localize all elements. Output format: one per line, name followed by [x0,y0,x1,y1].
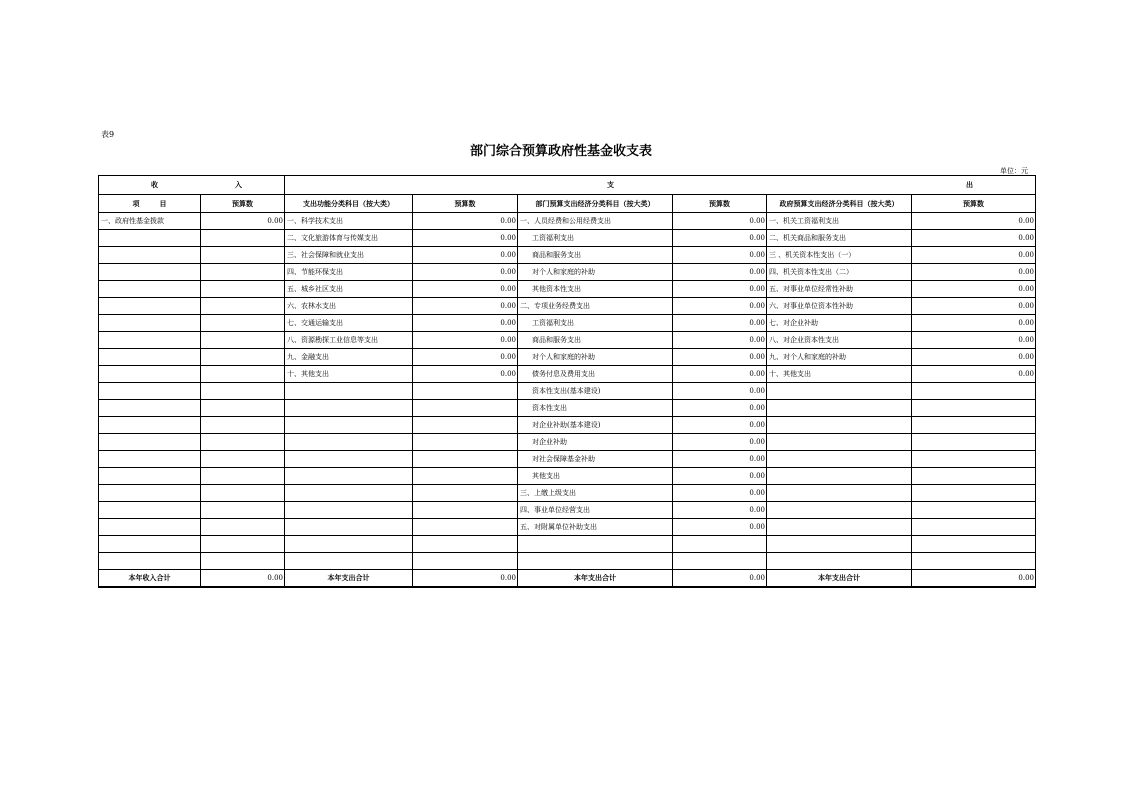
gov-value-cell [912,553,1036,570]
income-item-cell [99,468,201,485]
gov-value-cell: 0.00 [912,366,1036,383]
gov-econ-cell [767,553,912,570]
func-value-cell: 0.00 [413,213,518,230]
income-value-cell [201,451,285,468]
table-row [99,502,1036,519]
gov-value-cell: 0.00 [912,332,1036,349]
income-item-cell [99,383,201,400]
table-row [99,468,1036,485]
dept-value-cell [673,536,767,553]
col-header-func-budget: 预算数 [413,195,518,213]
page-title: 部门综合预算政府性基金收支表 [469,144,652,159]
func-class-cell: 四、节能环保支出 [285,264,413,281]
dept-econ-cell: 其他支出 [518,468,673,485]
gov-econ-cell: 八、对企业资本性支出 [767,332,912,349]
func-class-cell: 一、科学技术支出 [285,213,413,230]
expense-section-header: 支 出 [285,176,1036,195]
income-value-cell [201,519,285,536]
income-item-cell [99,332,201,349]
income-value-cell [201,485,285,502]
dept-econ-cell [518,536,673,553]
gov-econ-cell: 二、机关商品和服务支出 [767,230,912,247]
col-header-dept-econ: 部门预算支出经济分类科目（按大类） [518,195,673,213]
table-row [99,519,1036,536]
income-value-cell [201,332,285,349]
func-class-cell [285,485,413,502]
dept-value-cell: 0.00 [673,298,767,315]
gov-value-cell [912,451,1036,468]
gov-total-value: 0.00 [912,570,1036,587]
dept-econ-cell: 资本性支出 [518,400,673,417]
dept-econ-cell: 商品和服务支出 [518,332,673,349]
col-header-gov-econ: 政府预算支出经济分类科目（按大类） [767,195,912,213]
income-total-label: 本年收入合计 [99,570,201,587]
col-header-income-budget: 预算数 [201,195,285,213]
income-value-cell [201,281,285,298]
func-total-value: 0.00 [413,570,518,587]
income-item-cell [99,519,201,536]
func-value-cell [413,451,518,468]
gov-econ-cell [767,502,912,519]
income-item-cell [99,281,201,298]
income-item-cell [99,349,201,366]
gov-value-cell: 0.00 [912,349,1036,366]
func-value-cell: 0.00 [413,247,518,264]
income-value-cell [201,315,285,332]
header-row-columns [99,195,1036,213]
dept-value-cell: 0.00 [673,230,767,247]
income-item-cell [99,298,201,315]
func-class-cell: 三、社会保障和就业支出 [285,247,413,264]
dept-value-cell [673,553,767,570]
gov-econ-cell: 九、对个人和家庭的补助 [767,349,912,366]
income-item-cell [99,315,201,332]
income-value-cell [201,553,285,570]
header-row-section [99,176,1036,195]
func-class-cell: 七、交通运输支出 [285,315,413,332]
gov-econ-cell: 十、其他支出 [767,366,912,383]
table-row [99,332,1036,349]
func-total-label: 本年支出合计 [285,570,413,587]
func-value-cell [413,502,518,519]
gov-econ-cell: 一、机关工资福利支出 [767,213,912,230]
dept-econ-cell: 对企业补助 [518,434,673,451]
func-value-cell: 0.00 [413,298,518,315]
gov-econ-cell: 五、对事业单位经常性补助 [767,281,912,298]
gov-econ-cell [767,519,912,536]
table-row [99,298,1036,315]
dept-econ-cell: 债务付息及费用支出 [518,366,673,383]
func-value-cell [413,553,518,570]
func-value-cell [413,468,518,485]
dept-value-cell: 0.00 [673,519,767,536]
dept-value-cell: 0.00 [673,468,767,485]
gov-value-cell [912,400,1036,417]
func-class-cell: 二、文化旅游体育与传媒支出 [285,230,413,247]
dept-econ-cell: 对社会保障基金补助 [518,451,673,468]
income-item-cell [99,230,201,247]
income-value-cell [201,247,285,264]
dept-econ-cell: 三、上缴上级支出 [518,485,673,502]
table-row [99,383,1036,400]
income-item-cell [99,485,201,502]
gov-econ-cell [767,400,912,417]
func-value-cell: 0.00 [413,230,518,247]
gov-value-cell: 0.00 [912,247,1036,264]
income-value-cell [201,349,285,366]
table-row [99,536,1036,553]
dept-econ-cell [518,553,673,570]
gov-econ-cell [767,451,912,468]
col-header-dept-budget: 预算数 [673,195,767,213]
income-value-cell [201,434,285,451]
func-class-cell: 九、金融支出 [285,349,413,366]
income-item-cell: 一、政府性基金拨款 [99,213,201,230]
table-row [99,281,1036,298]
func-class-cell [285,400,413,417]
gov-econ-cell [767,485,912,502]
income-value-cell [201,366,285,383]
dept-econ-cell: 资本性支出(基本建设) [518,383,673,400]
gov-econ-cell [767,434,912,451]
income-item-cell [99,434,201,451]
func-value-cell [413,417,518,434]
dept-value-cell: 0.00 [673,315,767,332]
gov-value-cell: 0.00 [912,264,1036,281]
gov-value-cell [912,417,1036,434]
gov-value-cell [912,519,1036,536]
gov-econ-cell [767,536,912,553]
table-row [99,315,1036,332]
func-class-cell [285,468,413,485]
dept-econ-cell: 五、对附属单位补助支出 [518,519,673,536]
dept-value-cell: 0.00 [673,281,767,298]
gov-value-cell [912,536,1036,553]
func-class-cell [285,536,413,553]
dept-value-cell: 0.00 [673,366,767,383]
income-item-cell [99,247,201,264]
gov-value-cell: 0.00 [912,213,1036,230]
totals-row [99,570,1036,587]
budget-table [98,175,1036,588]
income-value-cell [201,264,285,281]
dept-value-cell: 0.00 [673,264,767,281]
func-value-cell [413,485,518,502]
income-item-cell [99,417,201,434]
func-value-cell [413,383,518,400]
func-class-cell [285,553,413,570]
gov-value-cell [912,502,1036,519]
dept-econ-cell: 对个人和家庭的补助 [518,264,673,281]
dept-econ-cell: 其他资本性支出 [518,281,673,298]
income-value-cell [201,417,285,434]
table-row [99,349,1036,366]
dept-value-cell: 0.00 [673,451,767,468]
income-value-cell: 0.00 [201,213,285,230]
table-row [99,417,1036,434]
gov-econ-cell [767,468,912,485]
func-class-cell: 五、城乡社区支出 [285,281,413,298]
func-value-cell: 0.00 [413,349,518,366]
gov-value-cell: 0.00 [912,281,1036,298]
income-value-cell [201,298,285,315]
gov-value-cell: 0.00 [912,315,1036,332]
func-value-cell: 0.00 [413,281,518,298]
dept-value-cell: 0.00 [673,213,767,230]
dept-econ-cell: 二、专项业务经费支出 [518,298,673,315]
col-header-func-class: 支出功能分类科目（按大类） [285,195,413,213]
table-row [99,434,1036,451]
dept-value-cell: 0.00 [673,502,767,519]
col-header-item: 项 目 [99,195,201,213]
income-item-cell [99,400,201,417]
func-value-cell: 0.00 [413,366,518,383]
income-item-cell [99,502,201,519]
gov-econ-cell: 四、机关资本性支出（二） [767,264,912,281]
func-value-cell [413,536,518,553]
gov-value-cell [912,434,1036,451]
dept-econ-cell: 对企业补助(基本建设) [518,417,673,434]
gov-value-cell: 0.00 [912,230,1036,247]
gov-value-cell [912,468,1036,485]
gov-econ-cell [767,383,912,400]
income-item-cell [99,264,201,281]
func-class-cell: 十、其他支出 [285,366,413,383]
func-value-cell: 0.00 [413,315,518,332]
income-value-cell [201,502,285,519]
dept-value-cell: 0.00 [673,485,767,502]
income-item-cell [99,536,201,553]
income-value-cell [201,536,285,553]
dept-value-cell: 0.00 [673,434,767,451]
unit-label: 单位：元 [1000,167,1028,175]
table-row [99,213,1036,230]
income-value-cell [201,230,285,247]
func-value-cell [413,434,518,451]
dept-total-label: 本年支出合计 [518,570,673,587]
gov-value-cell: 0.00 [912,298,1036,315]
func-value-cell: 0.00 [413,264,518,281]
table-row [99,400,1036,417]
func-class-cell: 八、资源勘探工业信息等支出 [285,332,413,349]
table-row [99,366,1036,383]
dept-econ-cell: 工资福利支出 [518,315,673,332]
dept-econ-cell: 一、人员经费和公用经费支出 [518,213,673,230]
dept-econ-cell: 商品和服务支出 [518,247,673,264]
table-row [99,451,1036,468]
dept-value-cell: 0.00 [673,349,767,366]
income-section-header: 收 入 [99,176,285,195]
gov-total-label: 本年支出合计 [767,570,912,587]
col-header-gov-budget: 预算数 [912,195,1036,213]
func-class-cell [285,383,413,400]
func-class-cell: 六、农林水支出 [285,298,413,315]
table-row [99,230,1036,247]
func-class-cell [285,417,413,434]
dept-value-cell: 0.00 [673,247,767,264]
income-item-cell [99,451,201,468]
table-row [99,247,1036,264]
gov-econ-cell: 六、对事业单位资本性补助 [767,298,912,315]
table-row [99,553,1036,570]
dept-econ-cell: 四、事业单位经营支出 [518,502,673,519]
dept-econ-cell: 工资福利支出 [518,230,673,247]
table-number-label: 表9 [101,130,115,139]
income-item-cell [99,553,201,570]
income-value-cell [201,468,285,485]
func-value-cell [413,519,518,536]
income-value-cell [201,383,285,400]
gov-econ-cell: 三 、机关资本性支出（一） [767,247,912,264]
gov-econ-cell [767,417,912,434]
income-total-value: 0.00 [201,570,285,587]
func-class-cell [285,519,413,536]
income-item-cell [99,366,201,383]
func-value-cell [413,400,518,417]
income-value-cell [201,400,285,417]
dept-value-cell: 0.00 [673,400,767,417]
func-class-cell [285,502,413,519]
func-class-cell [285,434,413,451]
func-value-cell: 0.00 [413,332,518,349]
dept-total-value: 0.00 [673,570,767,587]
gov-econ-cell: 七、对企业补助 [767,315,912,332]
dept-value-cell: 0.00 [673,332,767,349]
dept-econ-cell: 对个人和家庭的补助 [518,349,673,366]
dept-value-cell: 0.00 [673,383,767,400]
gov-value-cell [912,485,1036,502]
table-row [99,485,1036,502]
func-class-cell [285,451,413,468]
table-row [99,264,1036,281]
gov-value-cell [912,383,1036,400]
dept-value-cell: 0.00 [673,417,767,434]
